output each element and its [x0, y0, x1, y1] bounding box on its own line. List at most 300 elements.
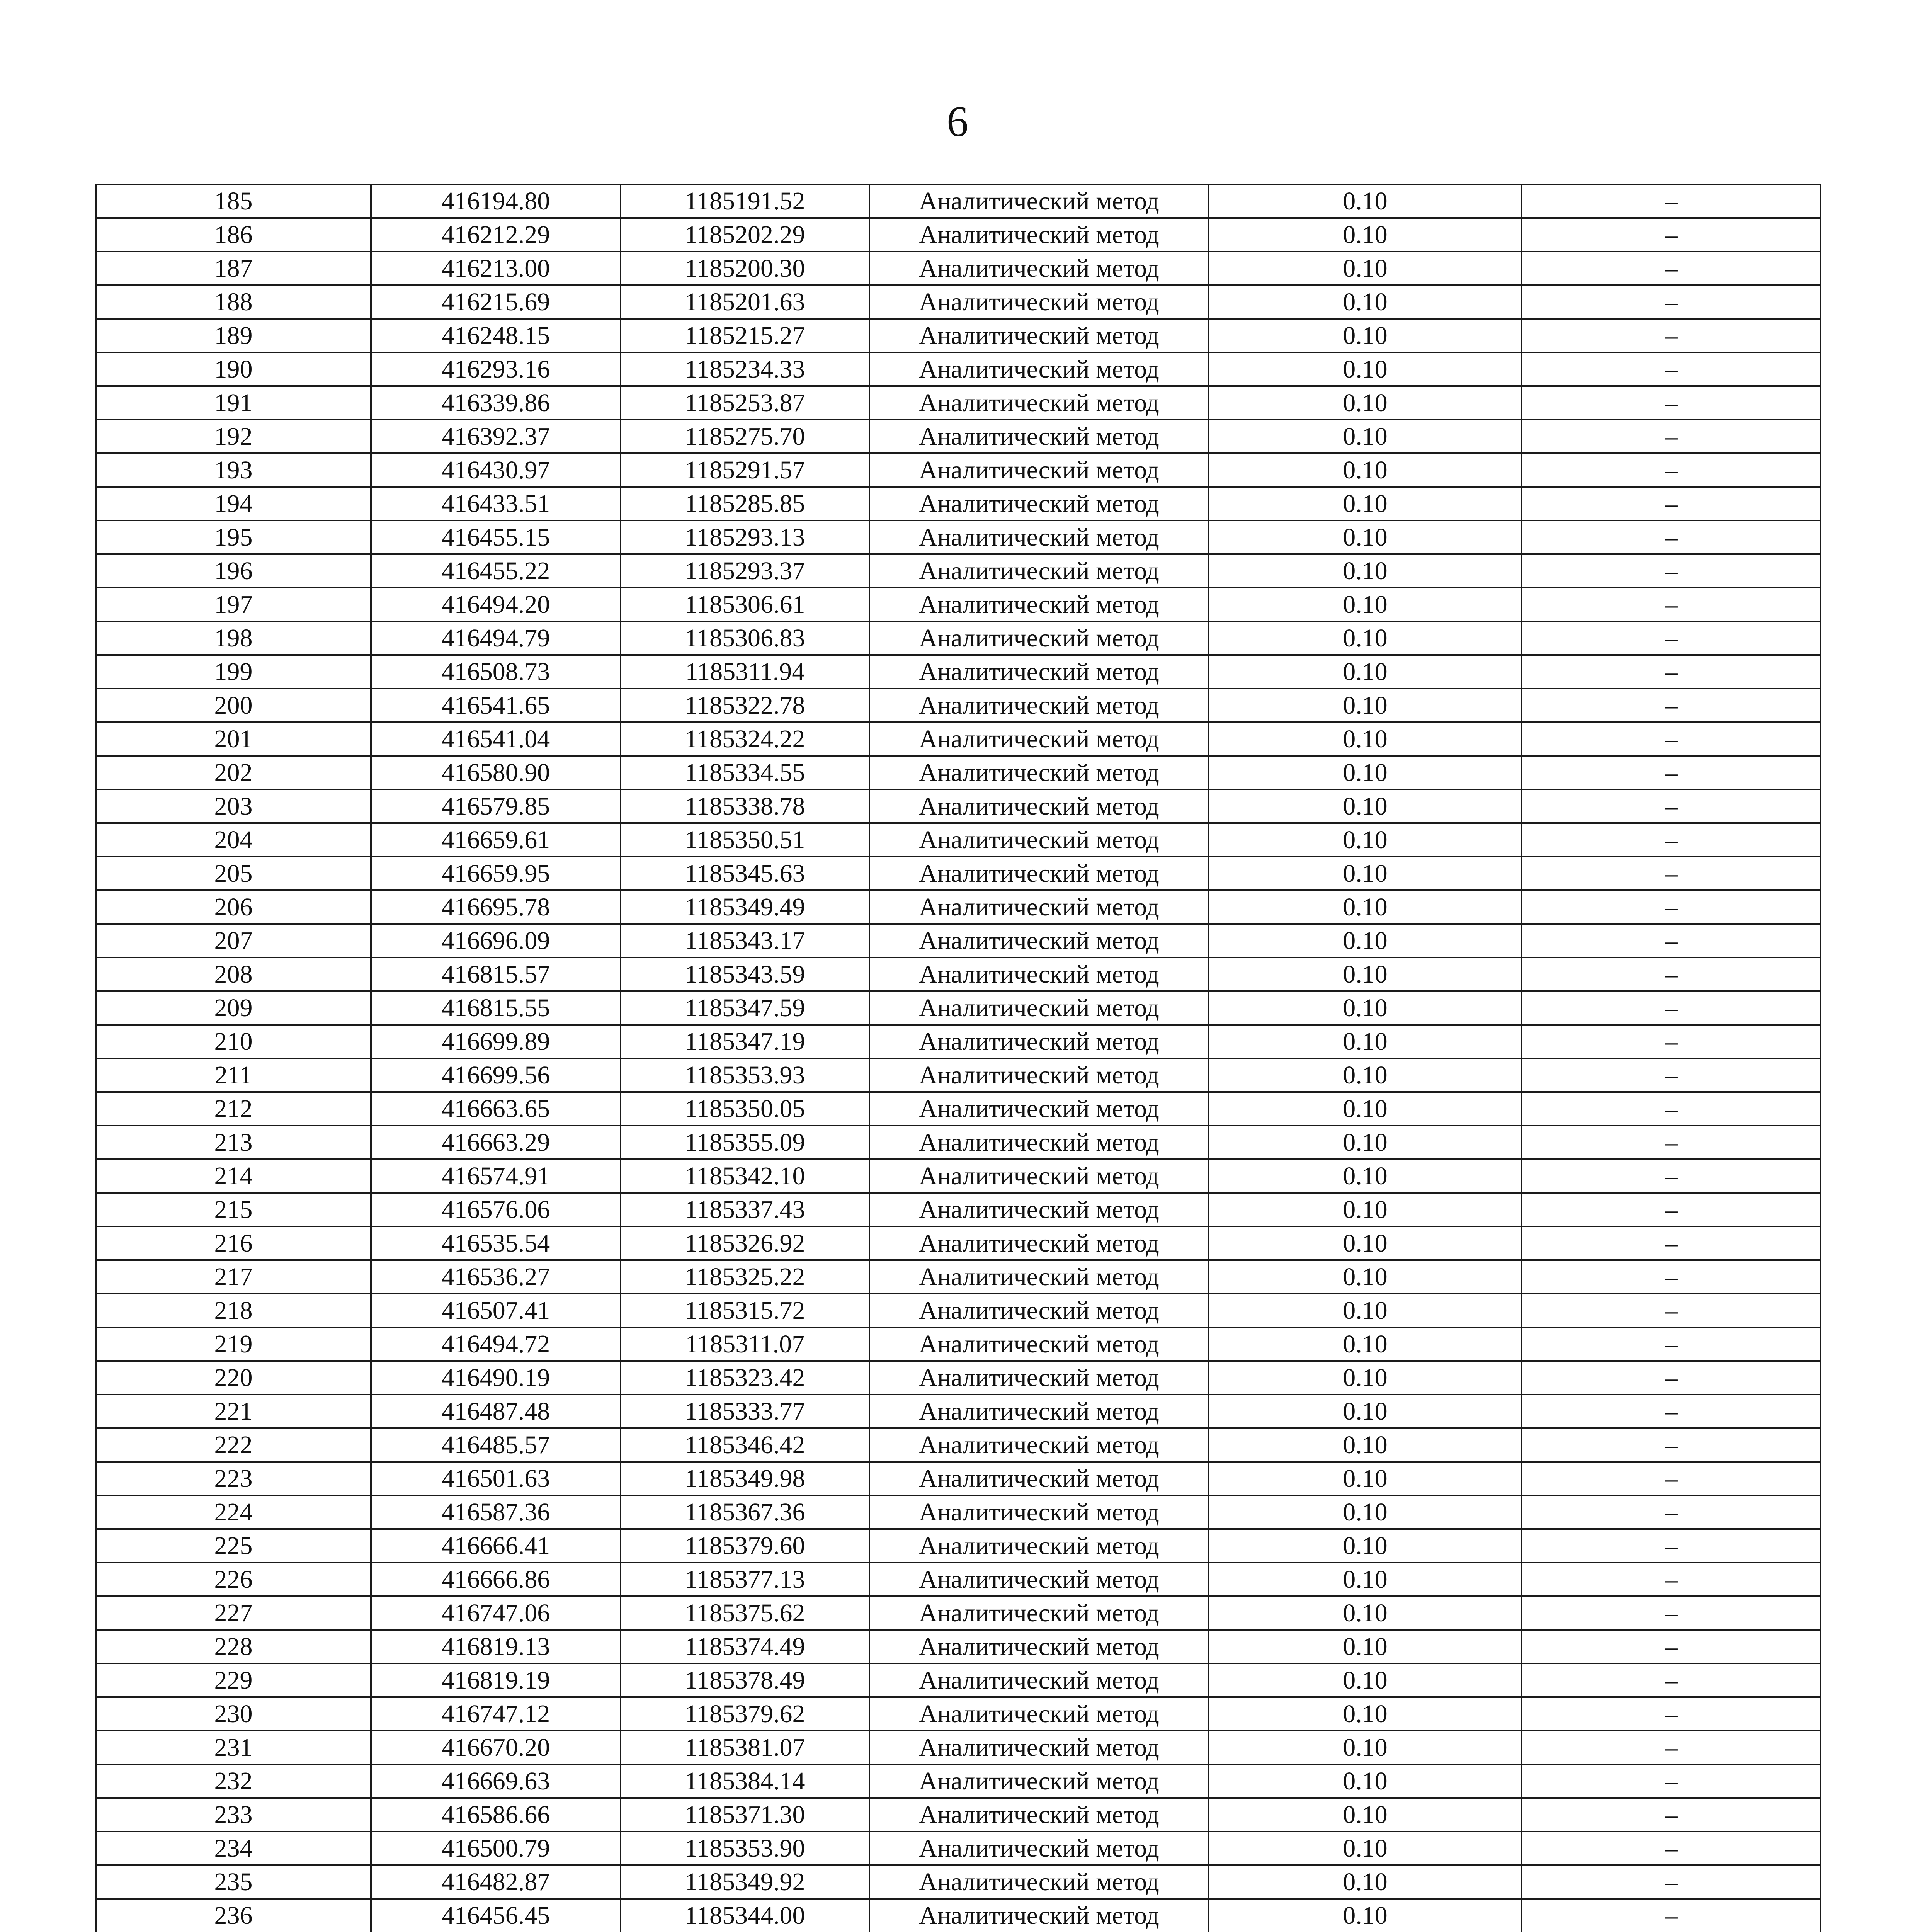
method-cell: Аналитический метод — [869, 252, 1209, 285]
accuracy-cell: 0.10 — [1209, 1899, 1522, 1932]
description-cell: – — [1522, 1361, 1821, 1395]
accuracy-cell: 0.10 — [1209, 722, 1522, 756]
x-coordinate-cell: 416456.45 — [371, 1899, 621, 1932]
x-coordinate-cell: 416587.36 — [371, 1495, 621, 1529]
y-coordinate-cell: 1185374.49 — [621, 1630, 869, 1663]
y-coordinate-cell: 1185334.55 — [621, 756, 869, 789]
x-coordinate-cell: 416339.86 — [371, 386, 621, 420]
y-coordinate-cell: 1185315.72 — [621, 1294, 869, 1327]
method-cell: Аналитический метод — [869, 1899, 1209, 1932]
y-coordinate-cell: 1185324.22 — [621, 722, 869, 756]
x-coordinate-cell: 416494.72 — [371, 1327, 621, 1361]
accuracy-cell: 0.10 — [1209, 319, 1522, 352]
y-coordinate-cell: 1185379.60 — [621, 1529, 869, 1563]
description-cell: – — [1522, 1395, 1821, 1428]
description-cell: – — [1522, 1697, 1821, 1731]
x-coordinate-cell: 416541.04 — [371, 722, 621, 756]
y-coordinate-cell: 1185326.92 — [621, 1226, 869, 1260]
point-number-cell: 230 — [96, 1697, 371, 1731]
table-row — [96, 1630, 1821, 1663]
accuracy-cell: 0.10 — [1209, 1327, 1522, 1361]
y-coordinate-cell: 1185355.09 — [621, 1126, 869, 1159]
x-coordinate-cell: 416747.12 — [371, 1697, 621, 1731]
table-row — [96, 621, 1821, 655]
description-cell: – — [1522, 319, 1821, 352]
accuracy-cell: 0.10 — [1209, 554, 1522, 588]
table-row — [96, 689, 1821, 722]
table-row — [96, 520, 1821, 554]
table-row — [96, 1697, 1821, 1731]
point-number-cell: 190 — [96, 352, 371, 386]
description-cell: – — [1522, 1764, 1821, 1798]
description-cell: – — [1522, 957, 1821, 991]
description-cell: – — [1522, 1899, 1821, 1932]
point-number-cell: 206 — [96, 890, 371, 924]
method-cell: Аналитический метод — [869, 991, 1209, 1025]
x-coordinate-cell: 416501.63 — [371, 1462, 621, 1495]
x-coordinate-cell: 416579.85 — [371, 789, 621, 823]
table-row — [96, 655, 1821, 689]
point-number-cell: 186 — [96, 218, 371, 252]
y-coordinate-cell: 1185311.07 — [621, 1327, 869, 1361]
point-number-cell: 194 — [96, 487, 371, 520]
y-coordinate-cell: 1185202.29 — [621, 218, 869, 252]
y-coordinate-cell: 1185285.85 — [621, 487, 869, 520]
accuracy-cell: 0.10 — [1209, 957, 1522, 991]
table-row — [96, 588, 1821, 621]
description-cell: – — [1522, 1798, 1821, 1832]
method-cell: Аналитический метод — [869, 352, 1209, 386]
x-coordinate-cell: 416194.80 — [371, 184, 621, 218]
table-row — [96, 453, 1821, 487]
method-cell: Аналитический метод — [869, 520, 1209, 554]
description-cell: – — [1522, 689, 1821, 722]
method-cell: Аналитический метод — [869, 689, 1209, 722]
method-cell: Аналитический метод — [869, 789, 1209, 823]
y-coordinate-cell: 1185342.10 — [621, 1159, 869, 1193]
table-row — [96, 184, 1821, 218]
x-coordinate-cell: 416663.29 — [371, 1126, 621, 1159]
x-coordinate-cell: 416455.15 — [371, 520, 621, 554]
accuracy-cell: 0.10 — [1209, 588, 1522, 621]
point-number-cell: 231 — [96, 1731, 371, 1764]
x-coordinate-cell: 416696.09 — [371, 924, 621, 957]
table-row — [96, 1865, 1821, 1899]
description-cell: – — [1522, 1865, 1821, 1899]
description-cell: – — [1522, 1462, 1821, 1495]
accuracy-cell: 0.10 — [1209, 1731, 1522, 1764]
description-cell: – — [1522, 352, 1821, 386]
y-coordinate-cell: 1185200.30 — [621, 252, 869, 285]
description-cell: – — [1522, 890, 1821, 924]
method-cell: Аналитический метод — [869, 1731, 1209, 1764]
y-coordinate-cell: 1185345.63 — [621, 857, 869, 890]
point-number-cell: 202 — [96, 756, 371, 789]
table-row — [96, 991, 1821, 1025]
point-number-cell: 235 — [96, 1865, 371, 1899]
description-cell: – — [1522, 823, 1821, 857]
method-cell: Аналитический метод — [869, 1529, 1209, 1563]
method-cell: Аналитический метод — [869, 1832, 1209, 1865]
y-coordinate-cell: 1185293.13 — [621, 520, 869, 554]
y-coordinate-cell: 1185253.87 — [621, 386, 869, 420]
y-coordinate-cell: 1185306.61 — [621, 588, 869, 621]
table-row — [96, 1126, 1821, 1159]
x-coordinate-cell: 416815.55 — [371, 991, 621, 1025]
coordinates-table — [95, 184, 1821, 1932]
table-row — [96, 1025, 1821, 1058]
x-coordinate-cell: 416819.13 — [371, 1630, 621, 1663]
method-cell: Аналитический метод — [869, 1630, 1209, 1663]
point-number-cell: 214 — [96, 1159, 371, 1193]
description-cell: – — [1522, 252, 1821, 285]
accuracy-cell: 0.10 — [1209, 386, 1522, 420]
table-row — [96, 386, 1821, 420]
accuracy-cell: 0.10 — [1209, 420, 1522, 453]
method-cell: Аналитический метод — [869, 1865, 1209, 1899]
method-cell: Аналитический метод — [869, 420, 1209, 453]
accuracy-cell: 0.10 — [1209, 789, 1522, 823]
table-row — [96, 218, 1821, 252]
accuracy-cell: 0.10 — [1209, 1495, 1522, 1529]
accuracy-cell: 0.10 — [1209, 1832, 1522, 1865]
method-cell: Аналитический метод — [869, 285, 1209, 319]
point-number-cell: 196 — [96, 554, 371, 588]
accuracy-cell: 0.10 — [1209, 1126, 1522, 1159]
point-number-cell: 188 — [96, 285, 371, 319]
point-number-cell: 225 — [96, 1529, 371, 1563]
accuracy-cell: 0.10 — [1209, 1865, 1522, 1899]
accuracy-cell: 0.10 — [1209, 1563, 1522, 1596]
table-row — [96, 1563, 1821, 1596]
accuracy-cell: 0.10 — [1209, 184, 1522, 218]
accuracy-cell: 0.10 — [1209, 1663, 1522, 1697]
page-number: 6 — [947, 98, 968, 146]
accuracy-cell: 0.10 — [1209, 352, 1522, 386]
description-cell: – — [1522, 756, 1821, 789]
x-coordinate-cell: 416490.19 — [371, 1361, 621, 1395]
table-row — [96, 1495, 1821, 1529]
point-number-cell: 233 — [96, 1798, 371, 1832]
table-row — [96, 1596, 1821, 1630]
y-coordinate-cell: 1185344.00 — [621, 1899, 869, 1932]
x-coordinate-cell: 416212.29 — [371, 218, 621, 252]
method-cell: Аналитический метод — [869, 1428, 1209, 1462]
table-row — [96, 957, 1821, 991]
accuracy-cell: 0.10 — [1209, 1260, 1522, 1294]
table-row — [96, 1731, 1821, 1764]
table-row — [96, 1159, 1821, 1193]
accuracy-cell: 0.10 — [1209, 1395, 1522, 1428]
accuracy-cell: 0.10 — [1209, 1226, 1522, 1260]
y-coordinate-cell: 1185347.59 — [621, 991, 869, 1025]
method-cell: Аналитический метод — [869, 823, 1209, 857]
accuracy-cell: 0.10 — [1209, 689, 1522, 722]
point-number-cell: 218 — [96, 1294, 371, 1327]
table-row — [96, 924, 1821, 957]
y-coordinate-cell: 1185191.52 — [621, 184, 869, 218]
point-number-cell: 200 — [96, 689, 371, 722]
method-cell: Аналитический метод — [869, 1663, 1209, 1697]
table-row — [96, 1899, 1821, 1932]
accuracy-cell: 0.10 — [1209, 1630, 1522, 1663]
table-row — [96, 1226, 1821, 1260]
description-cell: – — [1522, 554, 1821, 588]
method-cell: Аналитический метод — [869, 890, 1209, 924]
x-coordinate-cell: 416815.57 — [371, 957, 621, 991]
x-coordinate-cell: 416482.87 — [371, 1865, 621, 1899]
method-cell: Аналитический метод — [869, 1260, 1209, 1294]
point-number-cell: 228 — [96, 1630, 371, 1663]
table-row — [96, 1395, 1821, 1428]
description-cell: – — [1522, 789, 1821, 823]
table-row — [96, 1058, 1821, 1092]
point-number-cell: 198 — [96, 621, 371, 655]
x-coordinate-cell: 416494.79 — [371, 621, 621, 655]
point-number-cell: 220 — [96, 1361, 371, 1395]
x-coordinate-cell: 416659.95 — [371, 857, 621, 890]
x-coordinate-cell: 416541.65 — [371, 689, 621, 722]
accuracy-cell: 0.10 — [1209, 487, 1522, 520]
table-row — [96, 756, 1821, 789]
point-number-cell: 213 — [96, 1126, 371, 1159]
accuracy-cell: 0.10 — [1209, 1596, 1522, 1630]
method-cell: Аналитический метод — [869, 655, 1209, 689]
x-coordinate-cell: 416669.63 — [371, 1764, 621, 1798]
x-coordinate-cell: 416574.91 — [371, 1159, 621, 1193]
y-coordinate-cell: 1185234.33 — [621, 352, 869, 386]
accuracy-cell: 0.10 — [1209, 1092, 1522, 1126]
method-cell: Аналитический метод — [869, 487, 1209, 520]
x-coordinate-cell: 416392.37 — [371, 420, 621, 453]
table-row — [96, 1529, 1821, 1563]
y-coordinate-cell: 1185293.37 — [621, 554, 869, 588]
method-cell: Аналитический метод — [869, 1764, 1209, 1798]
x-coordinate-cell: 416455.22 — [371, 554, 621, 588]
y-coordinate-cell: 1185384.14 — [621, 1764, 869, 1798]
method-cell: Аналитический метод — [869, 1025, 1209, 1058]
method-cell: Аналитический метод — [869, 722, 1209, 756]
point-number-cell: 207 — [96, 924, 371, 957]
table-row — [96, 857, 1821, 890]
point-number-cell: 236 — [96, 1899, 371, 1932]
x-coordinate-cell: 416248.15 — [371, 319, 621, 352]
description-cell: – — [1522, 1495, 1821, 1529]
x-coordinate-cell: 416747.06 — [371, 1596, 621, 1630]
y-coordinate-cell: 1185338.78 — [621, 789, 869, 823]
table-row — [96, 1092, 1821, 1126]
table-row — [96, 319, 1821, 352]
table-row — [96, 823, 1821, 857]
description-cell: – — [1522, 1092, 1821, 1126]
y-coordinate-cell: 1185353.93 — [621, 1058, 869, 1092]
method-cell: Аналитический метод — [869, 924, 1209, 957]
x-coordinate-cell: 416699.56 — [371, 1058, 621, 1092]
y-coordinate-cell: 1185381.07 — [621, 1731, 869, 1764]
table-row — [96, 352, 1821, 386]
accuracy-cell: 0.10 — [1209, 252, 1522, 285]
description-cell: – — [1522, 386, 1821, 420]
x-coordinate-cell: 416586.66 — [371, 1798, 621, 1832]
accuracy-cell: 0.10 — [1209, 1764, 1522, 1798]
method-cell: Аналитический метод — [869, 857, 1209, 890]
accuracy-cell: 0.10 — [1209, 655, 1522, 689]
method-cell: Аналитический метод — [869, 957, 1209, 991]
x-coordinate-cell: 416507.41 — [371, 1294, 621, 1327]
y-coordinate-cell: 1185322.78 — [621, 689, 869, 722]
method-cell: Аналитический метод — [869, 1193, 1209, 1226]
table-row — [96, 1361, 1821, 1395]
accuracy-cell: 0.10 — [1209, 218, 1522, 252]
y-coordinate-cell: 1185275.70 — [621, 420, 869, 453]
point-number-cell: 191 — [96, 386, 371, 420]
point-number-cell: 209 — [96, 991, 371, 1025]
coordinates-table-body — [96, 184, 1821, 1932]
x-coordinate-cell: 416494.20 — [371, 588, 621, 621]
x-coordinate-cell: 416213.00 — [371, 252, 621, 285]
point-number-cell: 211 — [96, 1058, 371, 1092]
y-coordinate-cell: 1185306.83 — [621, 621, 869, 655]
description-cell: – — [1522, 218, 1821, 252]
description-cell: – — [1522, 1832, 1821, 1865]
x-coordinate-cell: 416215.69 — [371, 285, 621, 319]
point-number-cell: 205 — [96, 857, 371, 890]
accuracy-cell: 0.10 — [1209, 1529, 1522, 1563]
table-row — [96, 1798, 1821, 1832]
x-coordinate-cell: 416535.54 — [371, 1226, 621, 1260]
x-coordinate-cell: 416508.73 — [371, 655, 621, 689]
method-cell: Аналитический метод — [869, 1495, 1209, 1529]
table-row — [96, 252, 1821, 285]
table-row — [96, 789, 1821, 823]
description-cell: – — [1522, 991, 1821, 1025]
description-cell: – — [1522, 1159, 1821, 1193]
description-cell: – — [1522, 1058, 1821, 1092]
table-row — [96, 285, 1821, 319]
method-cell: Аналитический метод — [869, 453, 1209, 487]
accuracy-cell: 0.10 — [1209, 890, 1522, 924]
table-row — [96, 1832, 1821, 1865]
method-cell: Аналитический метод — [869, 621, 1209, 655]
y-coordinate-cell: 1185347.19 — [621, 1025, 869, 1058]
x-coordinate-cell: 416695.78 — [371, 890, 621, 924]
point-number-cell: 185 — [96, 184, 371, 218]
point-number-cell: 203 — [96, 789, 371, 823]
point-number-cell: 193 — [96, 453, 371, 487]
accuracy-cell: 0.10 — [1209, 1294, 1522, 1327]
point-number-cell: 208 — [96, 957, 371, 991]
method-cell: Аналитический метод — [869, 1159, 1209, 1193]
table-row — [96, 1428, 1821, 1462]
accuracy-cell: 0.10 — [1209, 1697, 1522, 1731]
y-coordinate-cell: 1185349.92 — [621, 1865, 869, 1899]
x-coordinate-cell: 416576.06 — [371, 1193, 621, 1226]
x-coordinate-cell: 416536.27 — [371, 1260, 621, 1294]
description-cell: – — [1522, 1630, 1821, 1663]
y-coordinate-cell: 1185323.42 — [621, 1361, 869, 1395]
accuracy-cell: 0.10 — [1209, 991, 1522, 1025]
point-number-cell: 227 — [96, 1596, 371, 1630]
method-cell: Аналитический метод — [869, 184, 1209, 218]
y-coordinate-cell: 1185349.98 — [621, 1462, 869, 1495]
x-coordinate-cell: 416666.41 — [371, 1529, 621, 1563]
point-number-cell: 199 — [96, 655, 371, 689]
method-cell: Аналитический метод — [869, 1294, 1209, 1327]
x-coordinate-cell: 416659.61 — [371, 823, 621, 857]
y-coordinate-cell: 1185350.51 — [621, 823, 869, 857]
description-cell: – — [1522, 1596, 1821, 1630]
point-number-cell: 204 — [96, 823, 371, 857]
description-cell: – — [1522, 1193, 1821, 1226]
y-coordinate-cell: 1185346.42 — [621, 1428, 869, 1462]
method-cell: Аналитический метод — [869, 1697, 1209, 1731]
point-number-cell: 226 — [96, 1563, 371, 1596]
accuracy-cell: 0.10 — [1209, 1058, 1522, 1092]
table-row — [96, 1663, 1821, 1697]
x-coordinate-cell: 416433.51 — [371, 487, 621, 520]
method-cell: Аналитический метод — [869, 1092, 1209, 1126]
point-number-cell: 219 — [96, 1327, 371, 1361]
y-coordinate-cell: 1185291.57 — [621, 453, 869, 487]
table-row — [96, 487, 1821, 520]
point-number-cell: 216 — [96, 1226, 371, 1260]
x-coordinate-cell: 416670.20 — [371, 1731, 621, 1764]
table-row — [96, 890, 1821, 924]
point-number-cell: 195 — [96, 520, 371, 554]
x-coordinate-cell: 416485.57 — [371, 1428, 621, 1462]
point-number-cell: 189 — [96, 319, 371, 352]
x-coordinate-cell: 416487.48 — [371, 1395, 621, 1428]
description-cell: – — [1522, 1428, 1821, 1462]
point-number-cell: 197 — [96, 588, 371, 621]
accuracy-cell: 0.10 — [1209, 1361, 1522, 1395]
description-cell: – — [1522, 520, 1821, 554]
method-cell: Аналитический метод — [869, 588, 1209, 621]
x-coordinate-cell: 416666.86 — [371, 1563, 621, 1596]
accuracy-cell: 0.10 — [1209, 756, 1522, 789]
description-cell: – — [1522, 1260, 1821, 1294]
y-coordinate-cell: 1185350.05 — [621, 1092, 869, 1126]
y-coordinate-cell: 1185367.36 — [621, 1495, 869, 1529]
point-number-cell: 201 — [96, 722, 371, 756]
point-number-cell: 215 — [96, 1193, 371, 1226]
point-number-cell: 210 — [96, 1025, 371, 1058]
y-coordinate-cell: 1185378.49 — [621, 1663, 869, 1697]
y-coordinate-cell: 1185337.43 — [621, 1193, 869, 1226]
accuracy-cell: 0.10 — [1209, 1798, 1522, 1832]
y-coordinate-cell: 1185353.90 — [621, 1832, 869, 1865]
x-coordinate-cell: 416580.90 — [371, 756, 621, 789]
description-cell: – — [1522, 857, 1821, 890]
y-coordinate-cell: 1185371.30 — [621, 1798, 869, 1832]
table-row — [96, 1327, 1821, 1361]
description-cell: – — [1522, 1529, 1821, 1563]
point-number-cell: 217 — [96, 1260, 371, 1294]
accuracy-cell: 0.10 — [1209, 823, 1522, 857]
table-row — [96, 1260, 1821, 1294]
y-coordinate-cell: 1185379.62 — [621, 1697, 869, 1731]
y-coordinate-cell: 1185333.77 — [621, 1395, 869, 1428]
x-coordinate-cell: 416699.89 — [371, 1025, 621, 1058]
point-number-cell: 234 — [96, 1832, 371, 1865]
y-coordinate-cell: 1185311.94 — [621, 655, 869, 689]
method-cell: Аналитический метод — [869, 1798, 1209, 1832]
description-cell: – — [1522, 655, 1821, 689]
description-cell: – — [1522, 487, 1821, 520]
accuracy-cell: 0.10 — [1209, 1159, 1522, 1193]
description-cell: – — [1522, 1563, 1821, 1596]
table-row — [96, 554, 1821, 588]
